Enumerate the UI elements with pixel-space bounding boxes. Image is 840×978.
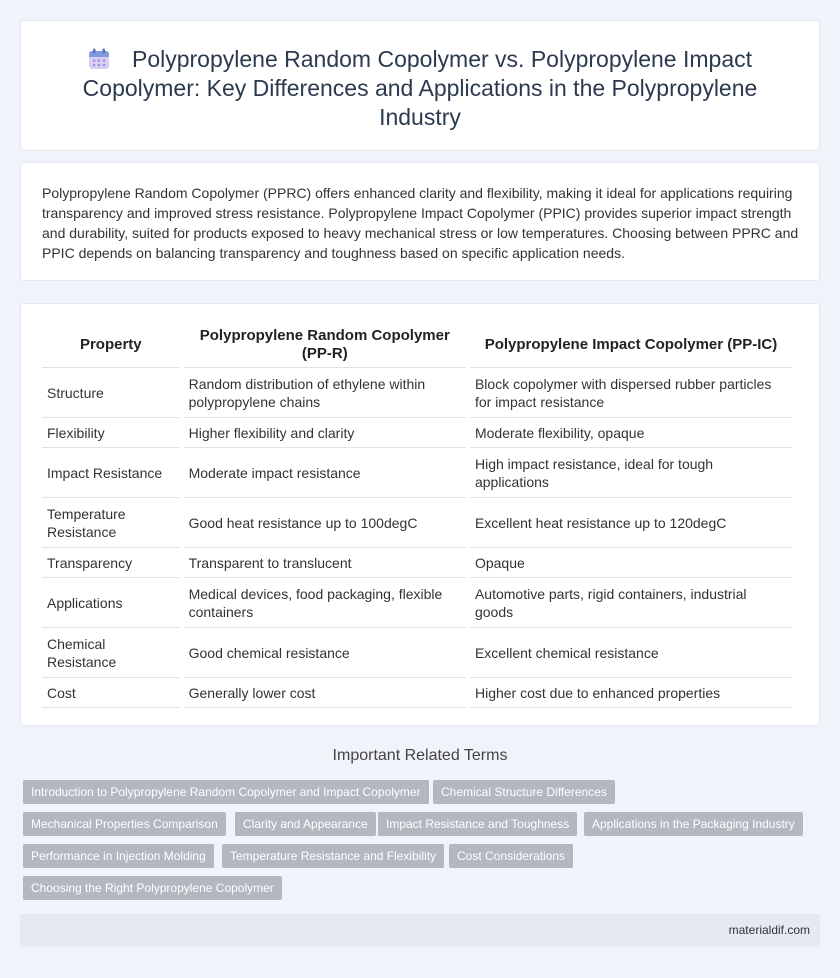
page-title (61, 45, 779, 132)
row-property: Applications (42, 578, 180, 628)
comparison-table (38, 322, 796, 708)
row-ppic: Excellent chemical resistance (470, 628, 792, 678)
header-ppic: Polypropylene Impact Copolymer (PP-IC) (470, 322, 792, 368)
related-tag[interactable]: Temperature Resistance and Flexibility (222, 844, 444, 868)
row-property: Impact Resistance (42, 448, 180, 498)
intro-paragraph: Polypropylene Random Copolymer (PPRC) offers enhanced clarity and flexibility, making it ideal for applications requiring transparency and improved stress resistance. Polypropylene Impact Copolymer (PPIC) provides superior impact strength and durability, suited for products exposed to heavy mechanical stress or low temperatures. Choosing between PPRC and PPIC depends on balancing transparency and toughness based on specific application needs. (42, 185, 799, 261)
related-tag[interactable]: Applications in the Packaging Industry (584, 812, 803, 836)
table-row (42, 678, 792, 708)
row-ppic: Opaque (470, 548, 792, 578)
table-row (42, 368, 792, 418)
footer-site[interactable]: materialdif.com (728, 923, 810, 937)
header-property: Property (42, 322, 180, 368)
footer (20, 914, 820, 947)
row-ppr: Good chemical resistance (184, 628, 466, 678)
table-row (42, 448, 792, 498)
related-tag[interactable]: Choosing the Right Polypropylene Copolymer (23, 876, 282, 900)
row-ppr: Higher flexibility and clarity (184, 418, 466, 448)
row-property: Structure (42, 368, 180, 418)
related-tag[interactable]: Chemical Structure Differences (433, 780, 615, 804)
row-ppr: Good heat resistance up to 100degC (184, 498, 466, 548)
table-row (42, 418, 792, 448)
related-tag[interactable]: Introduction to Polypropylene Random Copolymer and Impact Copolymer (23, 780, 429, 804)
row-ppic: High impact resistance, ideal for tough applications (470, 448, 792, 498)
row-property: Temperature Resistance (42, 498, 180, 548)
table-row (42, 578, 792, 628)
related-tag[interactable]: Mechanical Properties Comparison (23, 812, 226, 836)
comparison-table-card (20, 303, 820, 726)
row-ppic: Higher cost due to enhanced properties (470, 678, 792, 708)
row-ppr: Generally lower cost (184, 678, 466, 708)
related-tag[interactable]: Performance in Injection Molding (23, 844, 214, 868)
row-ppic: Block copolymer with dispersed rubber particles for impact resistance (470, 368, 792, 418)
row-property: Flexibility (42, 418, 180, 448)
page-title-text: Polypropylene Random Copolymer vs. Polypropylene Impact Copolymer: Key Differences and Applications in the Polypropylene Industry (82, 46, 758, 130)
header-ppr: Polypropylene Random Copolymer (PP-R) (184, 322, 466, 368)
related-tag[interactable]: Clarity and Appearance (235, 812, 376, 836)
row-ppr: Moderate impact resistance (184, 448, 466, 498)
table-row (42, 498, 792, 548)
row-ppr: Transparent to translucent (184, 548, 466, 578)
table-row (42, 548, 792, 578)
row-property: Transparency (42, 548, 180, 578)
intro-card (20, 162, 820, 281)
row-ppic: Automotive parts, rigid containers, industrial goods (470, 578, 792, 628)
related-terms-title: Important Related Terms (332, 747, 508, 764)
title-card (20, 20, 820, 151)
row-ppr: Medical devices, food packaging, flexible containers (184, 578, 466, 628)
row-ppic: Excellent heat resistance up to 120degC (470, 498, 792, 548)
table-row (42, 628, 792, 678)
table-header-row (42, 322, 792, 368)
calendar-icon (88, 48, 110, 70)
related-tag[interactable]: Impact Resistance and Toughness (378, 812, 577, 836)
row-ppr: Random distribution of ethylene within polypropylene chains (184, 368, 466, 418)
row-property: Chemical Resistance (42, 628, 180, 678)
row-ppic: Moderate flexibility, opaque (470, 418, 792, 448)
related-tag[interactable]: Cost Considerations (449, 844, 573, 868)
row-property: Cost (42, 678, 180, 708)
